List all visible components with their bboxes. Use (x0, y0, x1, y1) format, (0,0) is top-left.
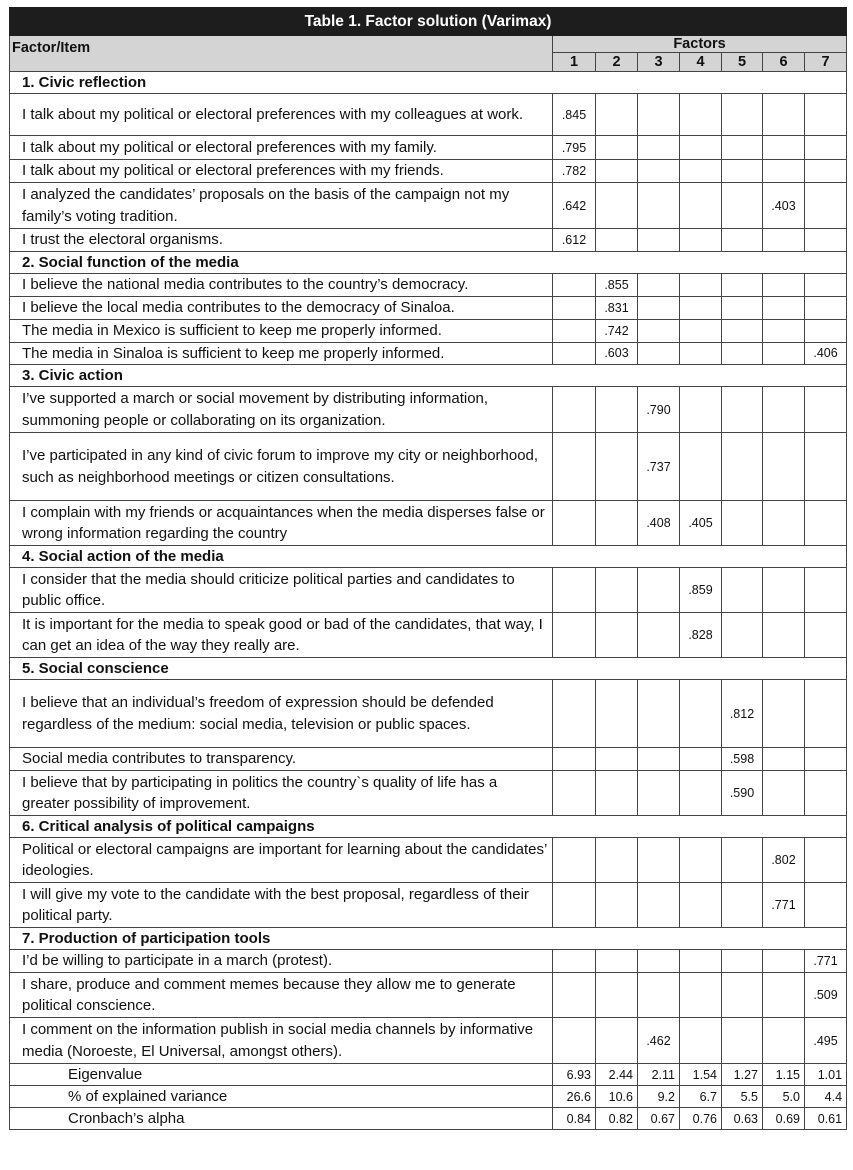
factor-loading: .598 (722, 748, 763, 771)
factor-loading (805, 433, 847, 501)
factor-loading (596, 883, 638, 928)
factor-loading (763, 950, 805, 973)
stat-value: 1.54 (680, 1064, 722, 1086)
factor-loading (722, 838, 763, 883)
section-row (10, 546, 847, 568)
factor-loading: .845 (553, 94, 596, 136)
factor-loading: .795 (553, 136, 596, 160)
factor-loading (553, 950, 596, 973)
factor-number-header: 1 (553, 53, 596, 72)
factor-loading (553, 342, 596, 365)
factor-loading: .590 (722, 771, 763, 816)
factor-loading (553, 883, 596, 928)
factor-loading (805, 387, 847, 433)
factor-loading: .802 (763, 838, 805, 883)
factor-loading: .812 (722, 680, 763, 748)
stat-label: % of explained variance (10, 1086, 553, 1108)
factor-loading: .782 (553, 160, 596, 183)
factor-solution-table (9, 7, 847, 1130)
factor-loading (805, 748, 847, 771)
factor-loading (763, 136, 805, 160)
factor-loading (596, 94, 638, 136)
factor-loading (680, 433, 722, 501)
item-text: Political or electoral campaigns are important for learning about the candidates’ ideologies. (10, 838, 553, 883)
stat-row (10, 1064, 847, 1086)
item-text: I consider that the media should criticize political parties and candidates to public office. (10, 568, 553, 613)
factor-loading (680, 950, 722, 973)
factor-loading (553, 680, 596, 748)
stat-value: 1.15 (763, 1064, 805, 1086)
factor-loading (680, 883, 722, 928)
item-row (10, 387, 847, 433)
factor-loading (763, 568, 805, 613)
factor-loading (638, 680, 680, 748)
factor-loading (763, 973, 805, 1018)
factor-loading (596, 229, 638, 252)
section-title: 2. Social function of the media (10, 251, 847, 273)
factor-loading: .612 (553, 229, 596, 252)
factor-loading (680, 136, 722, 160)
factor-loading (553, 973, 596, 1018)
stat-value: 0.69 (763, 1108, 805, 1130)
factor-loading (596, 568, 638, 613)
item-row (10, 680, 847, 748)
factor-number-header: 6 (763, 53, 805, 72)
factor-loading (638, 183, 680, 229)
table-body (10, 72, 847, 1130)
factor-number-header: 3 (638, 53, 680, 72)
item-row (10, 183, 847, 229)
factor-loading (722, 229, 763, 252)
section-row (10, 658, 847, 680)
factor-loading (553, 296, 596, 319)
factor-loading (553, 387, 596, 433)
stat-value: 1.27 (722, 1064, 763, 1086)
factor-loading (722, 613, 763, 658)
item-row (10, 229, 847, 252)
section-row (10, 72, 847, 94)
factor-loading (805, 183, 847, 229)
item-text: I’ve participated in any kind of civic forum to improve my city or neighborhood, such as neighborhood meetings or citizen consultations. (10, 433, 553, 501)
factor-loading (596, 136, 638, 160)
item-text: It is important for the media to speak good or bad of the candidates, that way, I can get an idea of the way they really are. (10, 613, 553, 658)
item-text: I believe that an individual’s freedom of expression should be defended regardless of the medium: social media, television or public spaces. (10, 680, 553, 748)
stat-value: 0.76 (680, 1108, 722, 1130)
factor-loading (722, 950, 763, 973)
factor-loading (680, 838, 722, 883)
table-title: Table 1. Factor solution (Varimax) (10, 8, 847, 36)
item-text: I’ve supported a march or social movement by distributing information, summoning people or collaborating on its organization. (10, 387, 553, 433)
factor-number-header: 7 (805, 53, 847, 72)
item-row (10, 94, 847, 136)
factor-loading (763, 342, 805, 365)
factor-loading (638, 273, 680, 296)
factor-loading (638, 771, 680, 816)
factor-loading (553, 319, 596, 342)
factor-loading (805, 838, 847, 883)
item-text: I’d be willing to participate in a march (protest). (10, 950, 553, 973)
stat-value: 6.93 (553, 1064, 596, 1086)
factor-loading (722, 273, 763, 296)
factor-loading (638, 296, 680, 319)
factor-loading (680, 273, 722, 296)
factor-loading (722, 160, 763, 183)
factor-loading (763, 680, 805, 748)
stat-value: 0.63 (722, 1108, 763, 1130)
factor-loading (805, 613, 847, 658)
factor-loading (596, 838, 638, 883)
factor-loading (553, 433, 596, 501)
factor-loading: .509 (805, 973, 847, 1018)
factor-loading (596, 501, 638, 546)
factor-loading (805, 319, 847, 342)
factor-loading (680, 183, 722, 229)
factor-loading: .771 (763, 883, 805, 928)
factor-loading (805, 501, 847, 546)
factor-loading: .859 (680, 568, 722, 613)
section-row (10, 816, 847, 838)
item-row (10, 501, 847, 546)
factor-loading (638, 950, 680, 973)
factor-loading (638, 568, 680, 613)
factor-loading: .408 (638, 501, 680, 546)
item-row (10, 1018, 847, 1064)
stat-value: 9.2 (638, 1086, 680, 1108)
factor-loading: .828 (680, 613, 722, 658)
stat-row (10, 1108, 847, 1130)
factor-item-header: Factor/Item (10, 36, 553, 72)
factor-loading (763, 296, 805, 319)
factor-loading (763, 613, 805, 658)
factor-loading (680, 1018, 722, 1064)
factor-loading (805, 883, 847, 928)
factor-loading (763, 273, 805, 296)
factor-loading (805, 160, 847, 183)
factor-loading (553, 838, 596, 883)
factor-loading (596, 748, 638, 771)
factor-loading (763, 319, 805, 342)
section-row (10, 928, 847, 950)
factor-loading (638, 229, 680, 252)
factor-loading: .495 (805, 1018, 847, 1064)
stat-label: Eigenvalue (10, 1064, 553, 1086)
factor-loading (763, 387, 805, 433)
item-text: I complain with my friends or acquaintances when the media disperses false or wrong information regarding the country (10, 501, 553, 546)
section-title: 6. Critical analysis of political campaigns (10, 816, 847, 838)
item-text: The media in Sinaloa is sufficient to keep me properly informed. (10, 342, 553, 365)
item-text: I talk about my political or electoral preferences with my family. (10, 136, 553, 160)
item-text: I will give my vote to the candidate with the best proposal, regardless of their political party. (10, 883, 553, 928)
stat-value: 5.0 (763, 1086, 805, 1108)
factor-loading (805, 296, 847, 319)
item-row (10, 273, 847, 296)
stat-value: 0.61 (805, 1108, 847, 1130)
factor-loading (805, 273, 847, 296)
stat-value: 4.4 (805, 1086, 847, 1108)
factor-loading (805, 568, 847, 613)
factor-loading: .603 (596, 342, 638, 365)
factor-loading (722, 94, 763, 136)
factor-loading: .462 (638, 1018, 680, 1064)
factor-loading (805, 680, 847, 748)
factor-loading (596, 771, 638, 816)
item-text: I share, produce and comment memes because they allow me to generate political conscience. (10, 973, 553, 1018)
item-row (10, 771, 847, 816)
factor-loading (596, 680, 638, 748)
factor-loading: .642 (553, 183, 596, 229)
section-row (10, 365, 847, 387)
factor-loading: .405 (680, 501, 722, 546)
stat-value: 0.67 (638, 1108, 680, 1130)
factor-loading: .771 (805, 950, 847, 973)
item-text: I believe that by participating in politics the country`s quality of life has a greater possibility of improvement. (10, 771, 553, 816)
item-text: I comment on the information publish in social media channels by informative media (Noroeste, El Universal, amongst others). (10, 1018, 553, 1064)
factor-loading: .406 (805, 342, 847, 365)
item-row (10, 160, 847, 183)
stat-value: 1.01 (805, 1064, 847, 1086)
factor-loading (596, 433, 638, 501)
stat-value: 6.7 (680, 1086, 722, 1108)
factor-loading (638, 613, 680, 658)
factor-loading (680, 94, 722, 136)
item-row (10, 319, 847, 342)
stat-value: 0.84 (553, 1108, 596, 1130)
factor-loading (638, 342, 680, 365)
factor-loading (596, 1018, 638, 1064)
factor-loading (722, 973, 763, 1018)
item-row (10, 748, 847, 771)
stat-value: 2.44 (596, 1064, 638, 1086)
stat-row (10, 1086, 847, 1108)
factor-loading (638, 136, 680, 160)
factor-loading (553, 613, 596, 658)
stat-value: 0.82 (596, 1108, 638, 1130)
factor-loading (596, 973, 638, 1018)
item-row (10, 568, 847, 613)
item-row (10, 296, 847, 319)
factor-table-container (9, 7, 846, 1130)
factor-loading (596, 613, 638, 658)
section-title: 1. Civic reflection (10, 72, 847, 94)
factor-loading (553, 771, 596, 816)
factor-loading (638, 838, 680, 883)
factor-loading: .831 (596, 296, 638, 319)
factor-loading (805, 94, 847, 136)
factor-loading (763, 1018, 805, 1064)
item-row (10, 950, 847, 973)
section-title: 4. Social action of the media (10, 546, 847, 568)
item-text: I believe the national media contributes to the country’s democracy. (10, 273, 553, 296)
factor-loading (722, 319, 763, 342)
item-row (10, 342, 847, 365)
factor-loading (596, 950, 638, 973)
factor-loading (763, 229, 805, 252)
section-title: 7. Production of participation tools (10, 928, 847, 950)
factor-loading (763, 160, 805, 183)
factor-loading (763, 433, 805, 501)
factor-loading (722, 183, 763, 229)
item-text: I believe the local media contributes to the democracy of Sinaloa. (10, 296, 553, 319)
factor-loading (596, 160, 638, 183)
factor-loading (805, 771, 847, 816)
factor-loading (680, 680, 722, 748)
factor-loading (722, 136, 763, 160)
factor-loading (680, 319, 722, 342)
factor-loading (722, 433, 763, 501)
factor-loading (722, 296, 763, 319)
factor-loading: .737 (638, 433, 680, 501)
factor-loading (722, 342, 763, 365)
stat-value: 2.11 (638, 1064, 680, 1086)
item-row (10, 883, 847, 928)
factor-loading (553, 568, 596, 613)
factor-loading (680, 229, 722, 252)
factor-loading (553, 748, 596, 771)
stat-label: Cronbach’s alpha (10, 1108, 553, 1130)
factor-loading (553, 273, 596, 296)
factor-loading (638, 94, 680, 136)
factor-loading (805, 229, 847, 252)
section-title: 3. Civic action (10, 365, 847, 387)
item-text: I analyzed the candidates’ proposals on the basis of the campaign not my family’s voting tradition. (10, 183, 553, 229)
factor-loading (722, 1018, 763, 1064)
factor-loading (680, 342, 722, 365)
factor-loading (680, 973, 722, 1018)
item-row (10, 838, 847, 883)
factor-loading (638, 319, 680, 342)
factor-loading (680, 160, 722, 183)
factor-loading (722, 387, 763, 433)
factor-number-header: 4 (680, 53, 722, 72)
factor-loading: .403 (763, 183, 805, 229)
item-row (10, 973, 847, 1018)
item-text: Social media contributes to transparency. (10, 748, 553, 771)
stat-value: 10.6 (596, 1086, 638, 1108)
factor-loading (680, 748, 722, 771)
factor-loading (638, 748, 680, 771)
factor-loading: .790 (638, 387, 680, 433)
item-text: The media in Mexico is sufficient to keep me properly informed. (10, 319, 553, 342)
item-row (10, 613, 847, 658)
factor-loading (638, 160, 680, 183)
factor-number-header: 5 (722, 53, 763, 72)
item-text: I talk about my political or electoral preferences with my friends. (10, 160, 553, 183)
factors-header: Factors (553, 36, 847, 53)
factor-loading (763, 501, 805, 546)
factor-loading: .742 (596, 319, 638, 342)
item-text: I talk about my political or electoral preferences with my colleagues at work. (10, 94, 553, 136)
factor-loading (596, 387, 638, 433)
factor-loading (638, 883, 680, 928)
factor-loading (722, 883, 763, 928)
factor-loading (763, 771, 805, 816)
factor-loading (553, 1018, 596, 1064)
stat-value: 5.5 (722, 1086, 763, 1108)
factor-loading (680, 771, 722, 816)
factor-loading (763, 748, 805, 771)
section-row (10, 251, 847, 273)
factor-loading (805, 136, 847, 160)
item-row (10, 433, 847, 501)
section-title: 5. Social conscience (10, 658, 847, 680)
factor-loading (722, 568, 763, 613)
factor-loading (763, 94, 805, 136)
factor-loading (680, 296, 722, 319)
factor-loading (553, 501, 596, 546)
stat-value: 26.6 (553, 1086, 596, 1108)
factor-loading (638, 973, 680, 1018)
factor-loading (722, 501, 763, 546)
factor-loading (596, 183, 638, 229)
factor-number-header: 2 (596, 53, 638, 72)
item-row (10, 136, 847, 160)
factor-loading (680, 387, 722, 433)
factor-loading: .855 (596, 273, 638, 296)
item-text: I trust the electoral organisms. (10, 229, 553, 252)
